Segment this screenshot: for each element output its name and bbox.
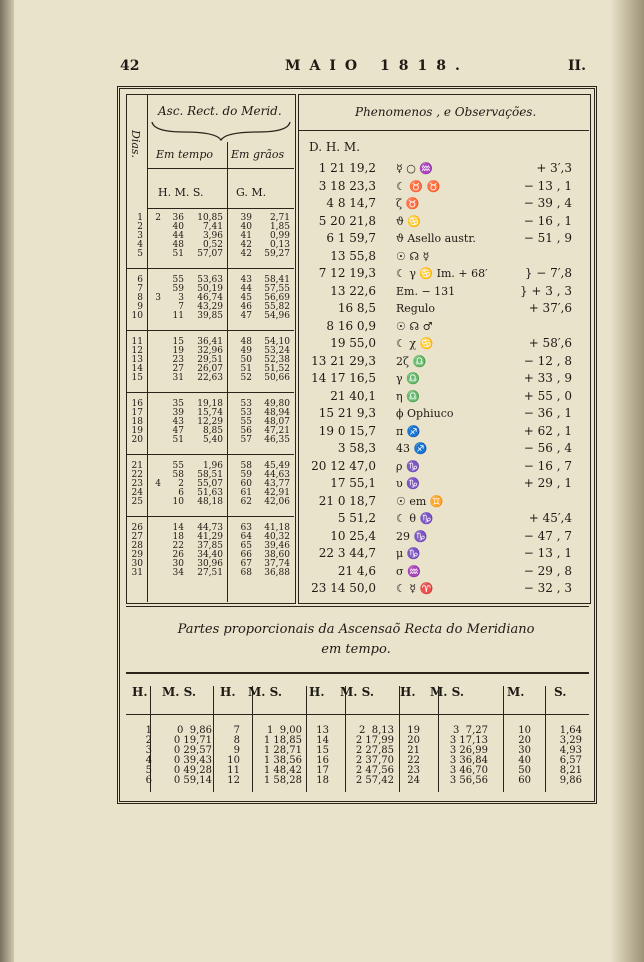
event-time: 8 16 0,9 <box>326 318 376 333</box>
day-column: 16 17 18 19 20 <box>131 399 143 445</box>
event-time: 15 21 9,3 <box>318 406 376 420</box>
event-value: } + 3 , 3 <box>519 283 572 298</box>
event-value: + 55 , 0 <box>523 388 572 403</box>
event-value: + 45′,4 <box>528 511 572 525</box>
event-description: ☾ ☿ ♈ <box>396 582 434 595</box>
event-time: 3 18 23,3 <box>318 178 376 193</box>
column-values: 10 20 30 40 50 60 <box>518 725 531 786</box>
event-description: ☉ ☊ ☿ <box>396 249 430 263</box>
day-column: 26 27 28 29 30 31 <box>131 523 143 578</box>
event-value: − 13 , 1 <box>523 546 572 560</box>
minute-column: 15 19 23 27 31 <box>172 337 184 383</box>
event-value: − 36 , 1 <box>523 406 572 420</box>
event-value: } − 7′,8 <box>524 266 572 280</box>
second-column: 53,63 50,19 46,74 43,29 39,85 <box>197 275 223 321</box>
event-description: ☾ χ ♋ <box>396 337 434 350</box>
column-header: M. S. <box>162 685 197 699</box>
event-description: ζ ♉ <box>396 197 420 210</box>
event-time: 17 55,1 <box>330 476 376 490</box>
arcminute-column: 41,18 40,32 39,46 38,60 37,74 36,88 <box>264 523 290 578</box>
column-values: 1,64 3,29 4,93 6,57 8,21 9,86 <box>559 725 582 786</box>
event-value: − 12 , 8 <box>523 353 572 368</box>
hour-column: 4 <box>155 479 161 489</box>
event-time: 7 12 19,3 <box>318 266 376 280</box>
column-divider <box>503 686 504 792</box>
event-description: ϑ ♋ <box>396 214 422 228</box>
em-graos-label: Em grãos <box>231 148 285 161</box>
column-values: 7 8 9 10 11 12 <box>227 725 240 786</box>
event-description: ρ ♑ <box>396 459 420 473</box>
column-values: 3 7,27 3 17,13 3 26,99 3 36,84 3 46,70 3 56,56 <box>449 725 488 786</box>
event-description: γ ♎ <box>396 372 420 385</box>
page-number: 42 <box>120 58 140 74</box>
second-column: 36,41 32,96 29,51 26,07 22,63 <box>197 337 223 383</box>
column-values: 1 9,00 1 18,85 1 28,71 1 38,56 1 48,42 1 58,28 <box>263 725 302 786</box>
hour-column <box>151 338 161 374</box>
event-time: 10 25,4 <box>330 528 376 543</box>
event-time: 21 0 18,7 <box>318 493 376 508</box>
event-description: ☾ ♉ ♉ <box>396 179 441 193</box>
event-value: − 16 , 7 <box>523 458 572 473</box>
hour-column: 3 <box>155 293 161 303</box>
column-header: H. <box>132 685 148 699</box>
event-time: 19 55,0 <box>330 336 376 350</box>
event-description: η ♎ <box>396 389 420 403</box>
divider <box>147 168 294 169</box>
page-title: MAIO 1818. <box>285 58 469 74</box>
event-time: 4 8 14,7 <box>326 196 376 210</box>
event-value: − 47 , 7 <box>523 528 572 543</box>
event-value: + 58′,6 <box>528 336 572 350</box>
phenomena-title: Phenomenos , e Observações. <box>355 105 537 119</box>
column-header: H. <box>309 685 325 699</box>
day-column: 21 22 23 24 25 <box>131 461 143 507</box>
second-column: 10,85 7,41 3,96 0,52 57,07 <box>197 213 223 259</box>
event-value: − 13 , 1 <box>523 178 572 193</box>
event-time: 1 21 19,2 <box>318 161 376 175</box>
column-header: M. S. <box>248 685 283 699</box>
minute-column: 55 59 3 7 11 <box>172 275 184 321</box>
column-values: 2 8,13 2 17,99 2 27,85 2 37,70 2 47,56 2 57,42 <box>355 725 394 786</box>
column-values: 13 14 15 16 17 18 <box>316 725 329 786</box>
event-value: + 33 , 9 <box>523 371 572 385</box>
group-divider <box>126 268 294 269</box>
event-time: 21 40,1 <box>330 388 376 403</box>
divider <box>126 672 589 674</box>
event-time: 16 8,5 <box>337 301 376 315</box>
event-time: 13 22,6 <box>330 283 376 298</box>
second-column: 19,18 15,74 12,29 8,85 5,40 <box>197 399 223 445</box>
column-divider <box>213 686 214 792</box>
degree-column: 53 53 55 56 57 <box>240 399 252 445</box>
arcminute-column: 58,41 57,55 56,69 55,82 54,96 <box>264 275 290 321</box>
event-value: − 32 , 3 <box>523 581 572 595</box>
column-values: 0 9,86 0 19,71 0 29,57 0 39,43 0 49,28 0 59,14 <box>173 725 212 786</box>
degree-column: 63 64 65 66 67 68 <box>240 523 252 578</box>
phenomenon-row <box>300 578 586 599</box>
event-description: ϕ Ophiuco <box>396 407 454 420</box>
proportional-title <box>118 620 594 660</box>
page-gutter <box>0 0 14 962</box>
event-time: 19 0 15,7 <box>318 423 376 438</box>
event-value: + 29 , 1 <box>523 476 572 490</box>
event-time: 13 55,8 <box>330 248 376 263</box>
day-column: 1 2 3 4 5 <box>137 213 143 259</box>
event-description: Em. − 131 <box>396 284 456 298</box>
arcminute-column: 45,49 44,63 43,77 42,91 42,06 <box>264 461 290 507</box>
event-description: 29 ♑ <box>396 529 428 543</box>
brace-icon <box>150 120 292 142</box>
degree-column: 39 40 41 42 42 <box>240 213 252 259</box>
group-divider <box>126 330 294 331</box>
hour-column: 2 <box>155 213 161 223</box>
divider <box>227 142 228 602</box>
degree-column: 58 59 60 61 62 <box>240 461 252 507</box>
divider <box>147 208 294 209</box>
event-description: π ♐ <box>396 424 421 438</box>
proportional-title-line2: em tempo. <box>321 642 391 657</box>
page-edge <box>610 0 644 962</box>
event-time: 14 17 16,5 <box>311 371 376 385</box>
column-header: M. S. <box>340 685 375 699</box>
day-column: 11 12 13 14 15 <box>131 337 143 383</box>
em-tempo-label: Em tempo <box>156 148 213 161</box>
event-value: − 29 , 8 <box>523 563 572 578</box>
divider <box>126 714 589 715</box>
divider <box>298 130 589 131</box>
minute-column: 55 58 2 6 10 <box>172 461 184 507</box>
event-time: 22 3 44,7 <box>318 546 376 560</box>
event-value: − 51 , 9 <box>523 231 572 245</box>
event-value: + 3′,3 <box>536 161 572 175</box>
event-value: − 16 , 1 <box>523 213 572 228</box>
minute-column: 35 39 43 47 51 <box>172 399 184 445</box>
arcminute-column: 49,80 48,94 48,07 47,21 46,35 <box>264 399 290 445</box>
event-time: 23 14 50,0 <box>311 581 376 595</box>
event-time: 13 21 29,3 <box>311 353 376 368</box>
event-time: 5 51,2 <box>337 511 376 525</box>
column-header: M. <box>507 685 525 699</box>
event-time: 5 20 21,8 <box>318 213 376 228</box>
dias-label: Dias. <box>129 130 142 159</box>
event-description: 2ζ ♎ <box>396 354 427 368</box>
group-divider <box>126 392 294 393</box>
event-description: Regulo <box>396 302 436 315</box>
event-value: − 56 , 4 <box>523 441 572 455</box>
arcminute-column: 2,71 1,85 0,99 0,13 59,27 <box>264 213 290 259</box>
column-header: H. <box>220 685 236 699</box>
degree-column: 43 44 45 46 47 <box>240 275 252 321</box>
dhm-label: D. H. M. <box>309 140 361 154</box>
proportional-title-line1: Partes proporcionais da Ascensaõ Recta do Meridiano <box>177 622 535 637</box>
event-description: μ ♑ <box>396 547 421 560</box>
hms-label: H. M. S. <box>158 186 204 199</box>
second-column: 44,73 41,29 37,85 34,40 30,96 27,51 <box>197 523 223 578</box>
divider <box>147 94 148 602</box>
column-header: M. S. <box>430 685 465 699</box>
event-description: σ ♒ <box>396 564 421 578</box>
event-description: ☾ γ ♋ Im. + 68′ <box>396 267 488 280</box>
event-description: υ ♑ <box>396 477 420 490</box>
degree-column: 48 49 50 51 52 <box>240 337 252 383</box>
column-header: S. <box>554 685 567 699</box>
event-value: + 62 , 1 <box>523 423 572 438</box>
divider <box>126 606 589 607</box>
event-description: ☉ ☊ ♂ <box>396 319 433 333</box>
asc-title: Asc. Rect. do Merid. <box>158 104 282 118</box>
arcminute-column: 54,10 53,24 52,38 51,52 50,66 <box>264 337 290 383</box>
day-column: 6 7 8 9 10 <box>131 275 143 321</box>
column-divider <box>545 686 546 792</box>
event-value: + 37′,6 <box>528 301 572 315</box>
event-time: 6 1 59,7 <box>326 231 376 245</box>
column-values: 19 20 21 22 23 24 <box>407 725 420 786</box>
hour-column <box>151 400 161 436</box>
event-value: − 39 , 4 <box>523 196 572 210</box>
group-divider <box>126 454 294 455</box>
gm-label: G. M. <box>236 186 267 199</box>
minute-column: 36 40 44 48 51 <box>172 213 184 259</box>
hour-column <box>151 524 161 569</box>
group-divider <box>126 516 294 517</box>
event-time: 21 4,6 <box>337 563 376 578</box>
event-description: ☿ ○ ♒ <box>396 162 434 175</box>
event-time: 20 12 47,0 <box>311 458 376 473</box>
minute-column: 14 18 22 26 30 34 <box>172 523 184 578</box>
event-description: ☉ em ♊ <box>396 494 444 508</box>
second-column: 1,96 58,51 55,07 51,63 48,18 <box>197 461 223 507</box>
column-header: H. <box>400 685 416 699</box>
event-description: ☾ θ ♑ <box>396 512 434 525</box>
event-description: ϑ Asello austr. <box>396 232 476 245</box>
column-values: 1 2 3 4 5 6 <box>145 725 152 786</box>
section-number: II. <box>568 58 586 74</box>
event-time: 3 58,3 <box>337 441 376 455</box>
event-description: 43 ♐ <box>396 442 428 455</box>
